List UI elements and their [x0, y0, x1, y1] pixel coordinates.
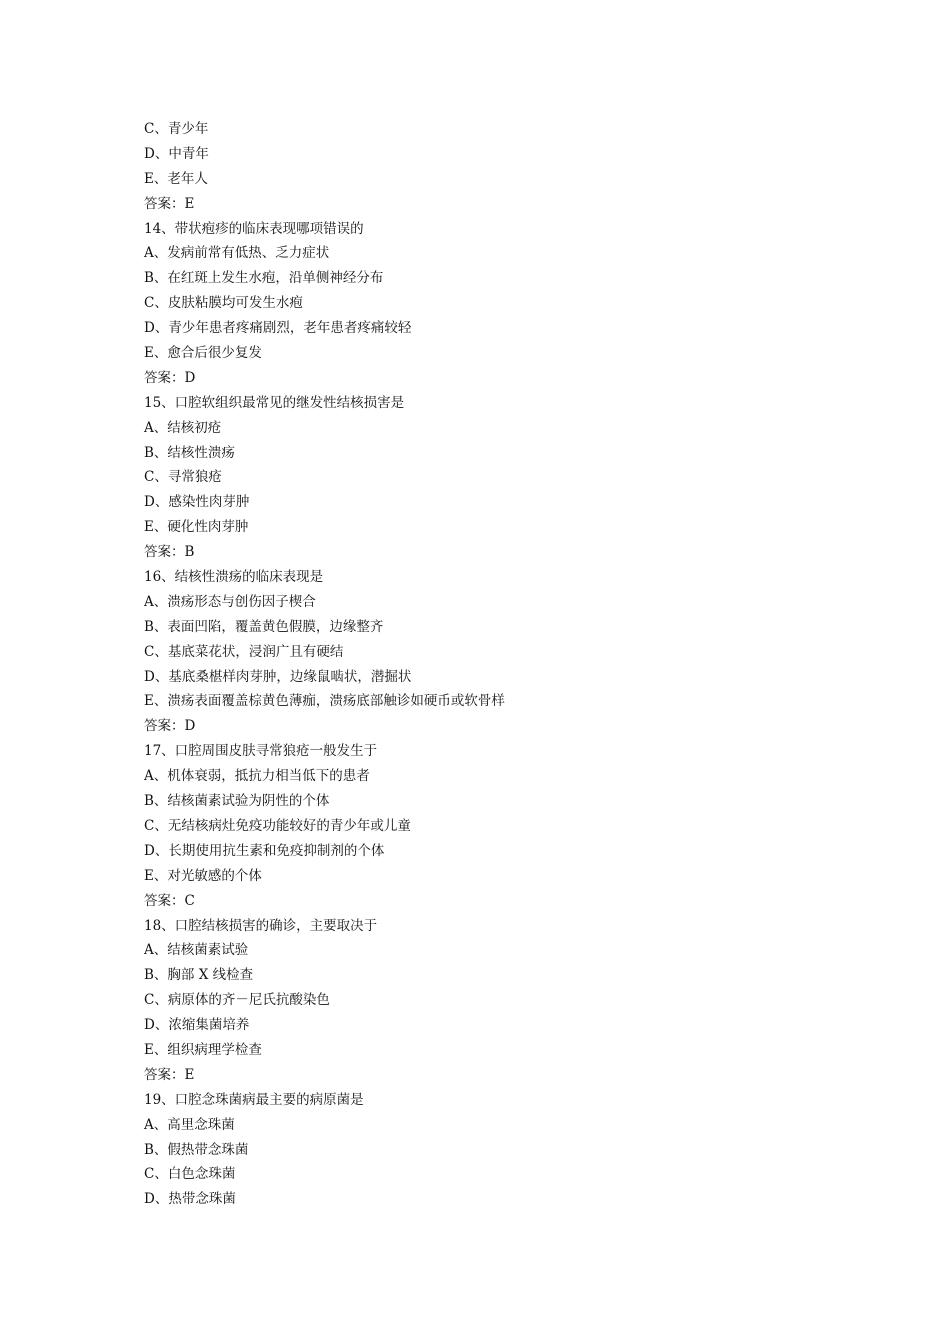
option-line: C、无结核病灶免疫功能较好的青少年或儿童	[144, 817, 411, 834]
option-line: D、热带念珠菌	[144, 1191, 236, 1208]
option-line: B、在红斑上发生水疱，沿单侧神经分布	[144, 270, 384, 287]
answer-line: 答案：E	[144, 195, 195, 212]
option-line: A、机体衰弱，抵抗力相当低下的患者	[144, 768, 370, 785]
answer-line: 答案：C	[144, 892, 195, 909]
text-line: E、老年人	[144, 170, 208, 187]
option-line: A、结核初疮	[144, 419, 222, 436]
option-line: B、结核性溃疡	[144, 444, 235, 461]
option-line: A、溃疡形态与创伤因子楔合	[144, 593, 316, 610]
question-line: 18、口腔结核损害的确诊，主要取决于	[144, 917, 378, 934]
option-line: D、浓缩集菌培养	[144, 1017, 250, 1034]
option-line: A、结核菌素试验	[144, 942, 249, 959]
question-line: 19、口腔念珠菌病最主要的病原菌是	[144, 1091, 364, 1108]
option-line: E、组织病理学检查	[144, 1041, 262, 1058]
option-line: D、感染性肉芽肿	[144, 494, 250, 511]
option-line: E、对光敏感的个体	[144, 867, 262, 884]
question-line: 17、口腔周围皮肤寻常狼疮一般发生于	[144, 743, 378, 760]
option-line: A、高里念珠菌	[144, 1116, 235, 1133]
option-line: E、愈合后很少复发	[144, 345, 262, 362]
option-line: C、皮肤粘膜均可发生水疱	[144, 295, 303, 312]
option-line: D、基底桑椹样肉芽肿，边缘鼠啮状，潜掘状	[144, 668, 412, 685]
option-line: C、白色念珠菌	[144, 1166, 236, 1183]
option-line: A、发病前常有低热、乏力症状	[144, 245, 330, 262]
option-line: C、基底菜花状，浸润广且有硬结	[144, 643, 344, 660]
question-line: 16、结核性溃疡的临床表现是	[144, 569, 324, 586]
answer-line: 答案：B	[144, 544, 195, 561]
text-line: C、青少年	[144, 121, 209, 137]
option-line: D、长期使用抗生素和免疫抑制剂的个体	[144, 842, 385, 859]
option-line: C、病原体的齐－尼氏抗酸染色	[144, 992, 330, 1009]
option-line: D、青少年患者疼痛剧烈，老年患者疼痛较轻	[144, 320, 412, 337]
answer-line: 答案：E	[144, 1066, 195, 1083]
option-line: B、表面凹陷，覆盖黄色假膜，边缘整齐	[144, 618, 384, 635]
option-line: E、溃疡表面覆盖棕黄色薄痂，溃疡底部触诊如硬币或软骨样	[144, 693, 505, 710]
question-line: 15、口腔软组织最常见的继发性结核损害是	[144, 394, 405, 411]
option-line: B、胸部 X 线检查	[144, 967, 254, 984]
document-page	[144, 117, 844, 1212]
answer-line: 答案：D	[144, 369, 196, 386]
option-line: B、假热带念珠菌	[144, 1141, 249, 1158]
question-line: 14、带状疱疹的临床表现哪项错误的	[144, 220, 364, 237]
option-line: E、硬化性肉芽肿	[144, 519, 249, 536]
answer-line: 答案：D	[144, 718, 196, 735]
option-line: B、结核菌素试验为阴性的个体	[144, 793, 330, 810]
text-line: D、中青年	[144, 145, 209, 162]
option-line: C、寻常狼疮	[144, 469, 222, 486]
